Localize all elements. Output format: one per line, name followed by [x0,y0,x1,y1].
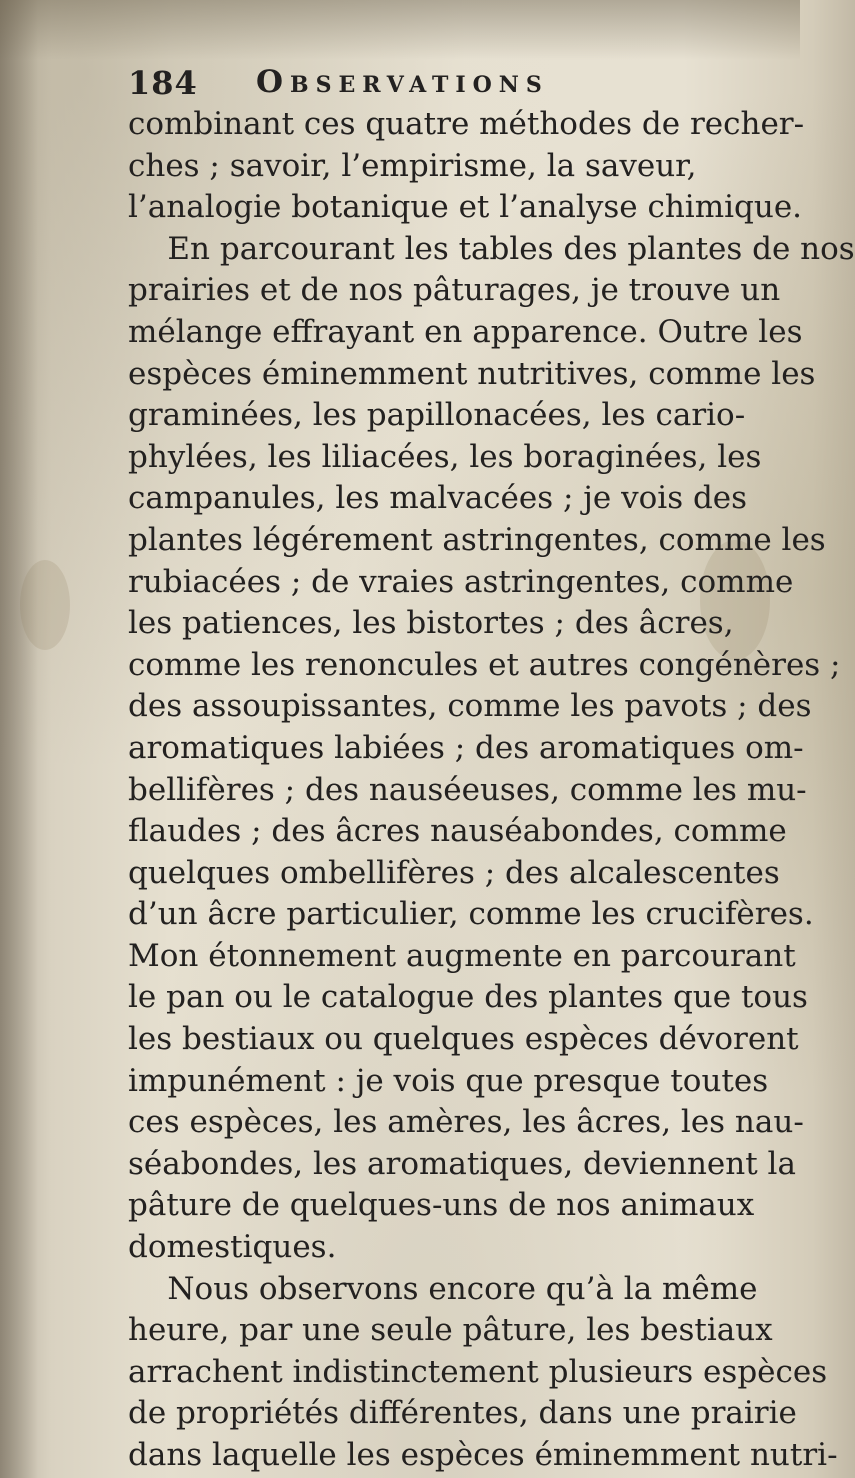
text-line: ches ; savoir, l’empirisme, la saveur, [128,147,697,184]
text-line: aromatiques labiées ; des aromatiques om- [128,729,804,766]
text-line: d’un âcre particulier, comme les crucifères. [128,896,814,933]
text-line: Nous observons encore qu’à la même [128,1270,758,1307]
text-line: impunément : je vois que presque toutes [128,1062,769,1099]
text-line: les bestiaux ou quelques espèces dévorent [128,1021,799,1058]
text-line: le pan ou le catalogue des plantes que tous [128,979,808,1016]
page-number: 184 [128,64,198,102]
text-line: plantes légérement astringentes, comme les [128,521,826,558]
text-line: des assoupissantes, comme les pavots ; des [128,688,812,725]
text-line: arrachent indistinctement plusieurs espèces [128,1353,828,1390]
text-line: campanules, les malvacées ; je vois des [128,480,748,517]
text-line: de propriétés différentes, dans une prairie [128,1395,797,1432]
text-line: les patiences, les bistortes ; des âcres, [128,605,734,642]
text-line: flaudes ; des âcres nauséabondes, comme [128,813,787,850]
text-line: mélange effrayant en apparence. Outre les [128,313,803,350]
text-line: séabondes, les aromatiques, deviennent la [128,1145,796,1182]
text-line: heure, par une seule pâture, les bestiaux [128,1312,773,1349]
text-line: quelques ombellifères ; des alcalescentes [128,854,780,891]
text-line: En parcourant les tables des plantes de nos [128,230,855,267]
paper-stain [20,560,70,650]
page-edge-shadow [0,0,38,1478]
text-line: comme les renoncules et autres congénères ; [128,646,841,683]
text-line: rubiacées ; de vraies astringentes, comme [128,563,794,600]
text-line: espèces éminemment nutritives, comme les [128,355,816,392]
text-line: phylées, les liliacées, les boraginées, les [128,438,762,475]
text-line: Mon étonnement augmente en parcourant [128,937,796,974]
running-title: Observations [256,64,549,100]
text-line: dans laquelle les espèces éminemment nutri- [128,1437,838,1473]
page-top-shadow [0,0,800,60]
text-line: combinant ces quatre méthodes de recher- [128,106,805,142]
text-line: graminées, les papillonacées, les cario- [128,397,746,434]
text-line: domestiques. [128,1229,337,1266]
text-line: l’analogie botanique et l’analyse chimique. [128,189,803,226]
text-line: ces espèces, les amères, les âcres, les nau- [128,1104,804,1141]
text-line: pâture de quelques-uns de nos animaux [128,1187,755,1224]
text-line: bellifères ; des nauséeuses, comme les mu- [128,771,807,808]
body-text [128,104,855,1477]
text-line: prairies et de nos pâturages, je trouve un [128,272,781,309]
